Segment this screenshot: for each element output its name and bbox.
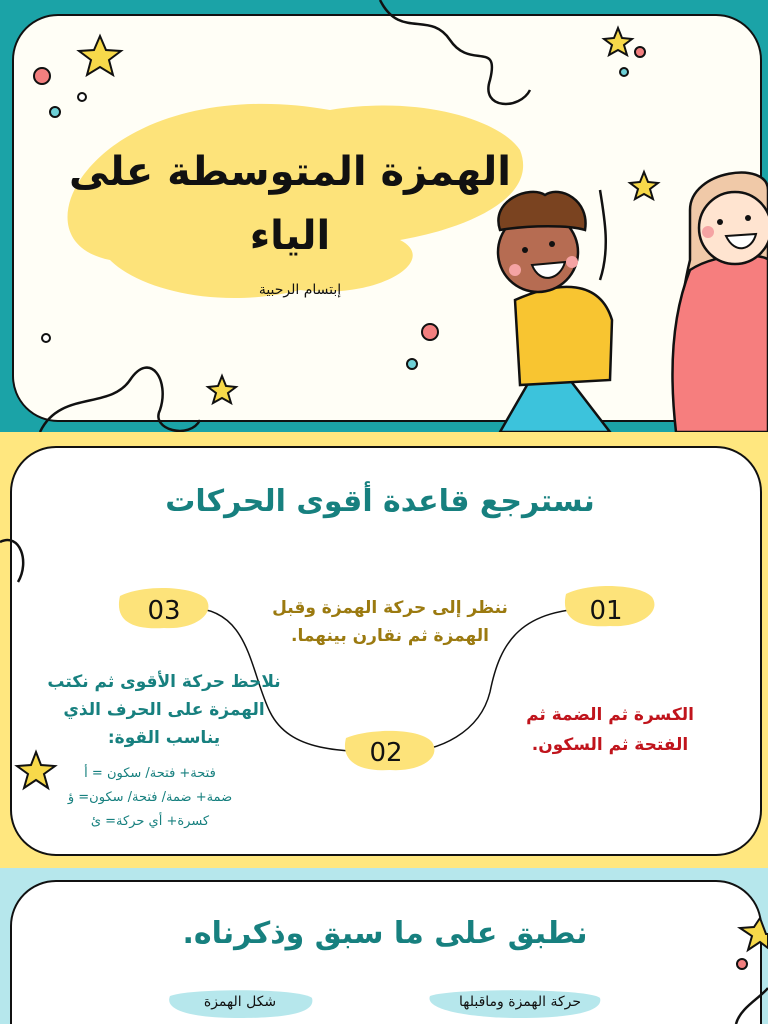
dot xyxy=(78,93,86,101)
title-slide xyxy=(0,0,768,432)
step2-text: ننظر إلى حركة الهمزة وقبل الهمزة ثم نقارن بينهما. xyxy=(272,598,508,646)
dot xyxy=(50,107,60,117)
slide-title: نطبق على ما سبق وذكرناه. xyxy=(182,916,588,951)
dot xyxy=(42,334,50,342)
star-icon xyxy=(740,918,768,950)
squiggle-right xyxy=(736,988,768,1024)
presentation-title: الهمزة المتوسطة على الياء xyxy=(69,149,511,259)
star-icon xyxy=(79,36,121,75)
dot xyxy=(34,68,50,84)
rule-item: فتحة+ فتحة/ سكون = أ xyxy=(84,766,216,781)
dot xyxy=(620,68,628,76)
star-icon xyxy=(630,172,658,199)
squiggle-top xyxy=(380,0,530,104)
step-number: 01 xyxy=(589,596,623,626)
dot xyxy=(422,324,438,340)
rules-list xyxy=(20,762,280,834)
girl-illustration xyxy=(673,173,768,432)
dot xyxy=(737,959,747,969)
column-header: حركة الهمزة وماقبلها xyxy=(458,994,581,1010)
step3-text: نلاحظ حركة الأقوى ثم نكتب الهمزة على الحرف الذي يناسب القوة: xyxy=(47,672,281,748)
practice-slide xyxy=(0,868,768,1024)
dot xyxy=(407,359,417,369)
rules-slide xyxy=(0,432,768,868)
star-icon xyxy=(208,376,236,403)
slide-title: نسترجع قاعدة أقوى الحركات xyxy=(165,484,595,519)
squiggle-bottom xyxy=(40,368,200,432)
step-number: 03 xyxy=(147,596,181,626)
rule-item: ضمة+ ضمة/ فتحة/ سكون= ؤ xyxy=(67,790,233,805)
step1-text: الكسرة ثم الضمة ثم الفتحة ثم السكون. xyxy=(526,705,694,755)
squiggle-left xyxy=(0,540,23,582)
column-header: شكل الهمزة xyxy=(203,994,277,1010)
author-name: إبتسام الرحبية xyxy=(258,282,342,298)
rule-item: كسرة+ أي حركة= ئ xyxy=(90,814,210,829)
star-icon xyxy=(604,28,632,55)
dot xyxy=(635,47,645,57)
step-number: 02 xyxy=(369,738,403,768)
